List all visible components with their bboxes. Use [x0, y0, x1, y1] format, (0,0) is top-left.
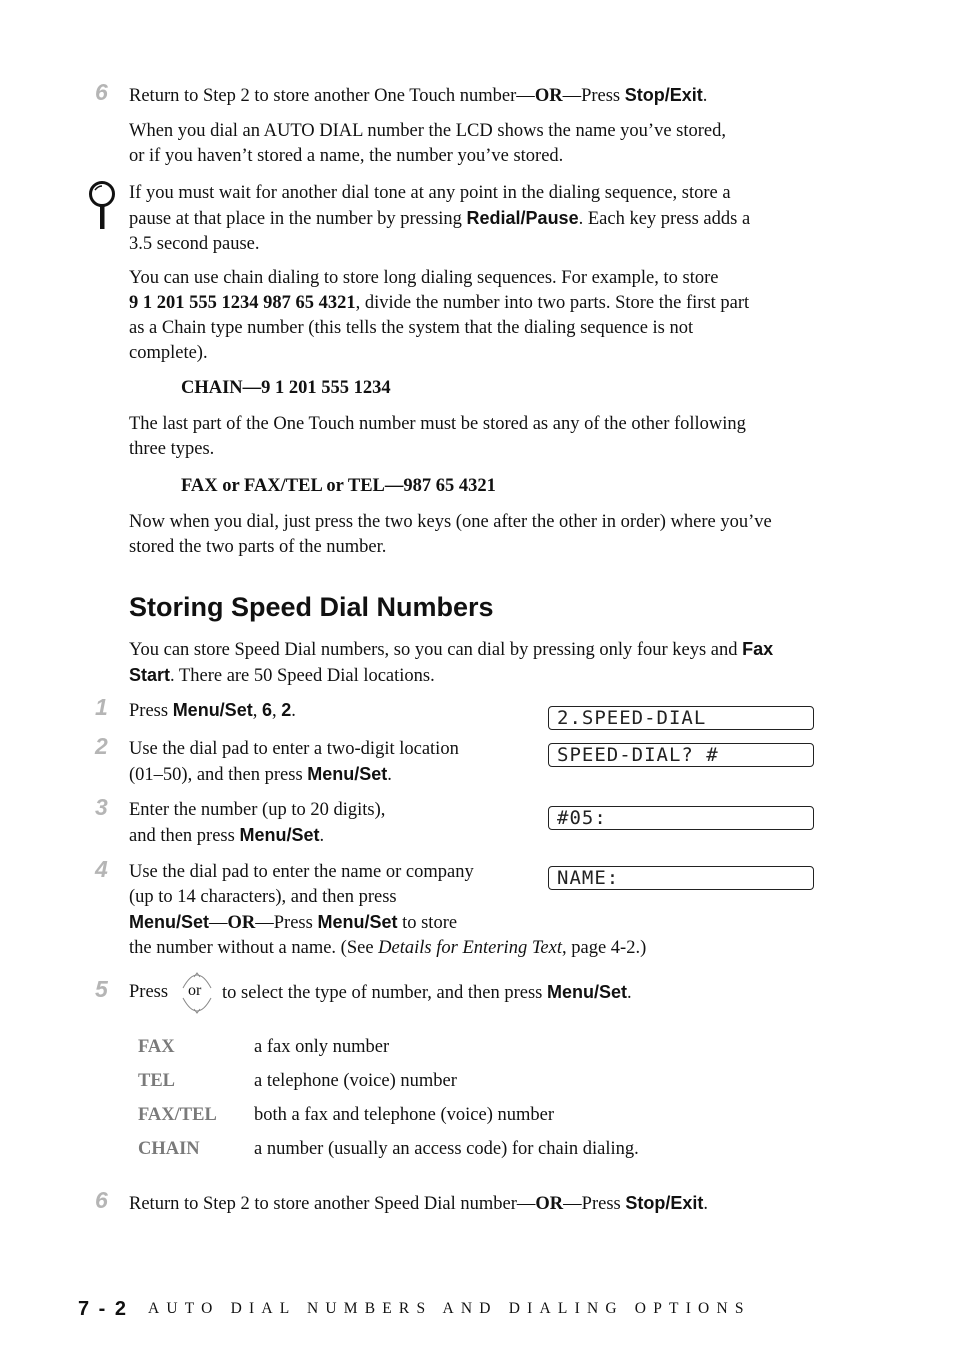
step-text: to select the type of number, and then press Menu/Set. — [222, 982, 632, 1003]
lcd-display: SPEED-DIAL? # — [548, 743, 814, 767]
step-number: 5 — [95, 976, 108, 1002]
section-heading: Storing Speed Dial Numbers — [129, 592, 494, 622]
step-number: 4 — [95, 856, 108, 882]
step-text: Use the dial pad to enter the name or company (up to 14 characters), and then press Menu/Set—OR—Press Menu/Set to store the number without a name. (See Details for Entering Text, page 4-2.) — [129, 862, 647, 958]
step-text: Return to Step 2 to store another Speed Dial number—OR—Press Stop/Exit. — [129, 1193, 708, 1214]
fax-example: FAX or FAX/TEL or TEL—987 65 4321 — [181, 476, 496, 496]
scroll-keys-icon — [180, 968, 214, 1018]
page-number: 7 - 2 — [78, 1298, 129, 1320]
note-pin-icon — [88, 181, 118, 231]
chain-paragraph: You can use chain dialing to store long dialing sequences. For example, to store 9 1 201 555 1234 987 65 4321, divide the number into two parts. Store the first part as a Chain type number (this tells the system that the dialing sequence is not complete). — [129, 268, 750, 363]
step-text: Use the dial pad to enter a two-digit location (01–50), and then press Menu/Set. — [129, 739, 459, 785]
type-term: CHAIN — [138, 1139, 200, 1159]
type-desc: a telephone (voice) number — [254, 1071, 457, 1091]
step-number: 3 — [95, 794, 108, 820]
last-part-paragraph: The last part of the One Touch number must be stored as any of the other following three types. — [129, 414, 746, 459]
lcd-paragraph: When you dial an AUTO DIAL number the LCD shows the name you’ve stored, or if you haven’t stored a name, the number you’ve stored. — [129, 121, 727, 166]
section-intro: You can store Speed Dial numbers, so you can dial by pressing only four keys and Fax Start. There are 50 Speed Dial locations. — [129, 639, 774, 686]
or-label: or — [188, 982, 202, 999]
step-text: Return to Step 2 to store another One Touch number—OR—Press Stop/Exit. — [129, 85, 708, 106]
type-desc: both a fax and telephone (voice) number — [254, 1105, 554, 1125]
step-number: 6 — [95, 1187, 108, 1213]
chain-example: CHAIN—9 1 201 555 1234 — [181, 378, 391, 398]
step-text: Enter the number (up to 20 digits), and then press Menu/Set. — [129, 800, 386, 846]
lcd-display: NAME: — [548, 866, 814, 890]
lcd-display: #05: — [548, 806, 814, 830]
lcd-display: 2.SPEED-DIAL — [548, 706, 814, 730]
step-text: Press — [129, 982, 169, 1002]
step-number: 6 — [95, 79, 108, 105]
type-term: FAX/TEL — [138, 1105, 217, 1125]
now-paragraph: Now when you dial, just press the two keys (one after the other in order) where you’ve stored the two parts of the number. — [129, 512, 772, 557]
running-footer-title: AUTO DIAL NUMBERS AND DIALING OPTIONS — [148, 1300, 751, 1317]
type-term: TEL — [138, 1071, 176, 1091]
type-desc: a fax only number — [254, 1037, 390, 1057]
type-term: FAX — [138, 1037, 175, 1057]
note-paragraph: If you must wait for another dial tone at any point in the dialing sequence, store a pause at that place in the number by pressing Redial/Pause. Each key press adds a 3.5 second pause. — [129, 183, 751, 254]
step-number: 1 — [95, 694, 108, 720]
step-text: Press Menu/Set, 6, 2. — [129, 700, 296, 721]
step-number: 2 — [95, 733, 108, 759]
type-desc: a number (usually an access code) for chain dialing. — [254, 1139, 639, 1159]
